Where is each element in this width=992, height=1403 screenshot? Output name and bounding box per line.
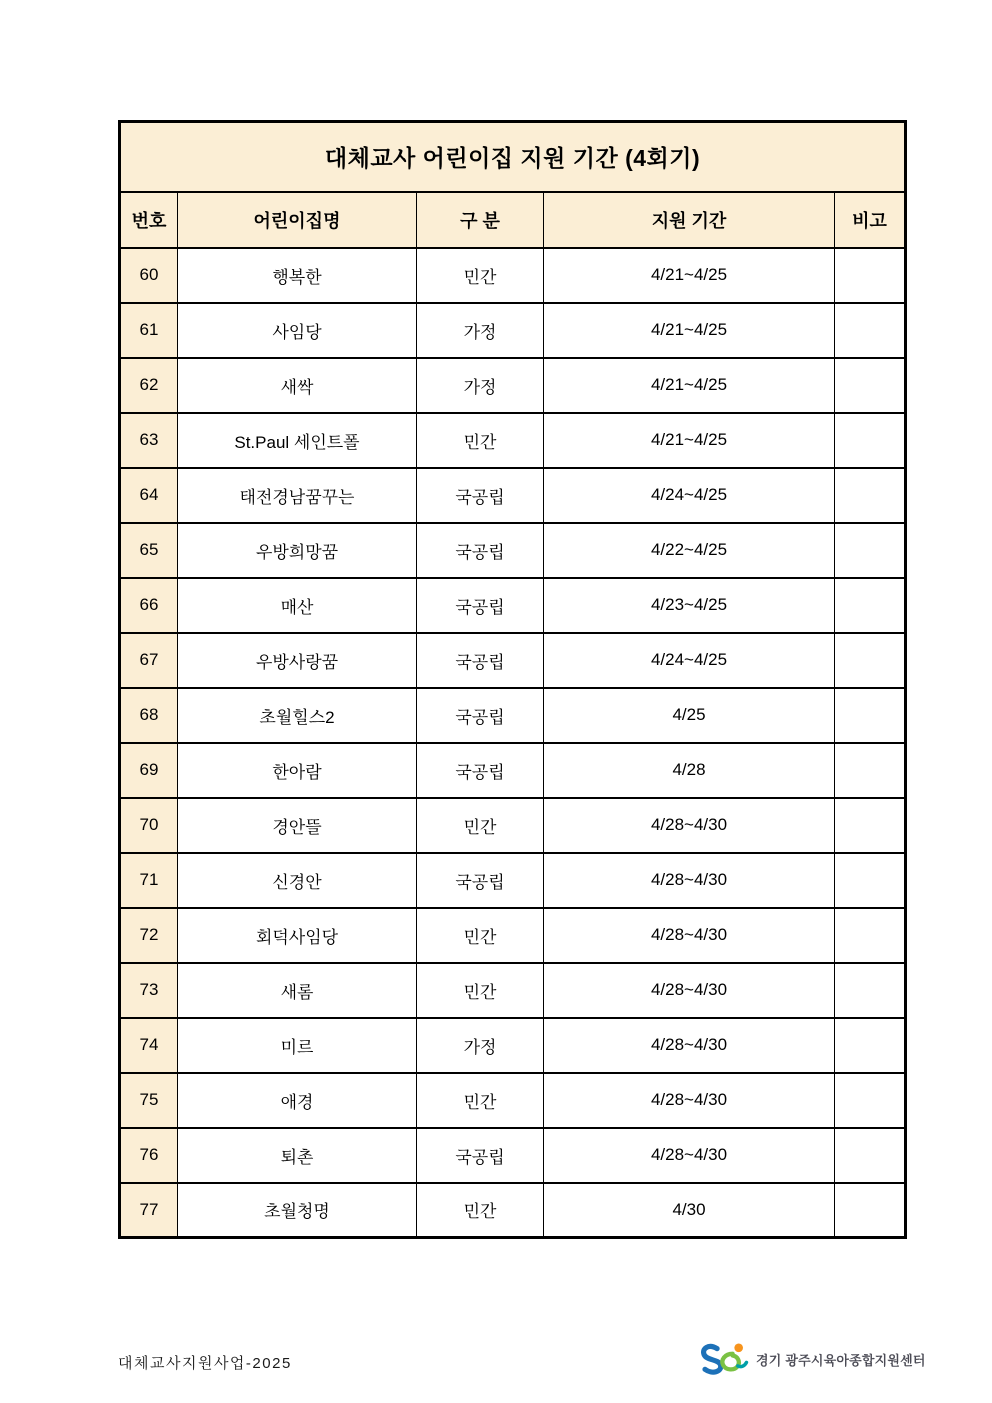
row-no-cell: 70 (120, 798, 178, 853)
column-header-period: 지원 기간 (544, 192, 835, 248)
row-no-cell: 69 (120, 743, 178, 798)
column-header-type: 구 분 (417, 192, 544, 248)
row-name-cell: 행복한 (178, 248, 417, 303)
row-period-cell: 4/28~4/30 (544, 1128, 835, 1183)
row-period-cell: 4/21~4/25 (544, 413, 835, 468)
row-name-cell: 새싹 (178, 358, 417, 413)
row-type-cell: 민간 (417, 798, 544, 853)
row-period-cell: 4/28~4/30 (544, 1073, 835, 1128)
row-note-cell (835, 1183, 906, 1238)
row-type-cell: 가정 (417, 1018, 544, 1073)
row-type-cell: 민간 (417, 413, 544, 468)
table-title: 대체교사 어린이집 지원 기간 (4회기) (120, 122, 906, 192)
row-name-cell: 우방희망꿈 (178, 523, 417, 578)
row-type-cell: 국공립 (417, 853, 544, 908)
row-note-cell (835, 413, 906, 468)
row-period-cell: 4/21~4/25 (544, 248, 835, 303)
row-note-cell (835, 908, 906, 963)
row-period-cell: 4/24~4/25 (544, 633, 835, 688)
row-no-cell: 73 (120, 963, 178, 1018)
row-no-cell: 74 (120, 1018, 178, 1073)
row-no-cell: 71 (120, 853, 178, 908)
row-note-cell (835, 1128, 906, 1183)
row-no-cell: 75 (120, 1073, 178, 1128)
row-type-cell: 국공립 (417, 1128, 544, 1183)
row-type-cell: 가정 (417, 303, 544, 358)
row-type-cell: 국공립 (417, 688, 544, 743)
column-header-note: 비고 (835, 192, 906, 248)
table-body (120, 248, 906, 1238)
row-name-cell: 태전경남꿈꾸는 (178, 468, 417, 523)
row-period-cell: 4/23~4/25 (544, 578, 835, 633)
table-row (120, 798, 906, 853)
row-name-cell: 새롬 (178, 963, 417, 1018)
support-center-logo-icon (698, 1340, 750, 1378)
table-row (120, 688, 906, 743)
row-no-cell: 62 (120, 358, 178, 413)
footer-center-name: 경기 광주시육아종합지원센터 (756, 1352, 926, 1368)
row-name-cell: 경안뜰 (178, 798, 417, 853)
table-row (120, 303, 906, 358)
row-period-cell: 4/28~4/30 (544, 963, 835, 1018)
table-row (120, 1128, 906, 1183)
table-row (120, 1018, 906, 1073)
row-no-cell: 76 (120, 1128, 178, 1183)
table-row (120, 248, 906, 303)
row-no-cell: 67 (120, 633, 178, 688)
row-period-cell: 4/28~4/30 (544, 1018, 835, 1073)
row-no-cell: 72 (120, 908, 178, 963)
row-name-cell: 신경안 (178, 853, 417, 908)
row-type-cell: 가정 (417, 358, 544, 413)
column-header-name: 어린이집명 (178, 192, 417, 248)
row-type-cell: 국공립 (417, 468, 544, 523)
row-name-cell: 미르 (178, 1018, 417, 1073)
table-row (120, 413, 906, 468)
row-note-cell (835, 633, 906, 688)
support-period-table (118, 120, 907, 1239)
row-name-cell: 퇴촌 (178, 1128, 417, 1183)
row-name-cell: 초월청명 (178, 1183, 417, 1238)
row-note-cell (835, 578, 906, 633)
row-note-cell (835, 1018, 906, 1073)
row-no-cell: 68 (120, 688, 178, 743)
row-period-cell: 4/21~4/25 (544, 358, 835, 413)
row-type-cell: 민간 (417, 1073, 544, 1128)
row-type-cell: 민간 (417, 248, 544, 303)
row-period-cell: 4/30 (544, 1183, 835, 1238)
row-period-cell: 4/28~4/30 (544, 798, 835, 853)
row-name-cell: 사임당 (178, 303, 417, 358)
row-no-cell: 61 (120, 303, 178, 358)
table-row (120, 743, 906, 798)
row-no-cell: 60 (120, 248, 178, 303)
row-note-cell (835, 853, 906, 908)
row-type-cell: 민간 (417, 963, 544, 1018)
row-name-cell: 회덕사임당 (178, 908, 417, 963)
table-title-row (120, 122, 906, 192)
row-note-cell (835, 358, 906, 413)
table-row (120, 633, 906, 688)
table-row (120, 468, 906, 523)
row-name-cell: 초월힐스2 (178, 688, 417, 743)
row-note-cell (835, 963, 906, 1018)
row-period-cell: 4/28 (544, 743, 835, 798)
row-type-cell: 국공립 (417, 633, 544, 688)
row-name-cell: St.Paul 세인트폴 (178, 413, 417, 468)
row-note-cell (835, 688, 906, 743)
table-row (120, 908, 906, 963)
row-name-cell: 애경 (178, 1073, 417, 1128)
row-note-cell (835, 743, 906, 798)
row-type-cell: 국공립 (417, 578, 544, 633)
row-note-cell (835, 248, 906, 303)
row-type-cell: 국공립 (417, 743, 544, 798)
row-no-cell: 66 (120, 578, 178, 633)
table-header-row (120, 192, 906, 248)
row-note-cell (835, 468, 906, 523)
row-type-cell: 민간 (417, 1183, 544, 1238)
row-no-cell: 65 (120, 523, 178, 578)
row-no-cell: 77 (120, 1183, 178, 1238)
row-name-cell: 우방사랑꿈 (178, 633, 417, 688)
footer-center-branding (698, 1340, 926, 1378)
row-note-cell (835, 303, 906, 358)
table-row (120, 1073, 906, 1128)
row-period-cell: 4/22~4/25 (544, 523, 835, 578)
row-period-cell: 4/21~4/25 (544, 303, 835, 358)
row-name-cell: 매산 (178, 578, 417, 633)
table-row (120, 358, 906, 413)
row-period-cell: 4/25 (544, 688, 835, 743)
footer-program-label: 대체교사지원사업-2025 (118, 1355, 292, 1372)
column-header-no: 번호 (120, 192, 178, 248)
row-note-cell (835, 523, 906, 578)
table-row (120, 853, 906, 908)
row-no-cell: 64 (120, 468, 178, 523)
row-note-cell (835, 1073, 906, 1128)
row-no-cell: 63 (120, 413, 178, 468)
row-period-cell: 4/24~4/25 (544, 468, 835, 523)
table-row (120, 963, 906, 1018)
row-type-cell: 국공립 (417, 523, 544, 578)
row-type-cell: 민간 (417, 908, 544, 963)
table-row (120, 578, 906, 633)
row-period-cell: 4/28~4/30 (544, 908, 835, 963)
row-note-cell (835, 798, 906, 853)
table-row (120, 1183, 906, 1238)
row-name-cell: 한아람 (178, 743, 417, 798)
table-row (120, 523, 906, 578)
row-period-cell: 4/28~4/30 (544, 853, 835, 908)
